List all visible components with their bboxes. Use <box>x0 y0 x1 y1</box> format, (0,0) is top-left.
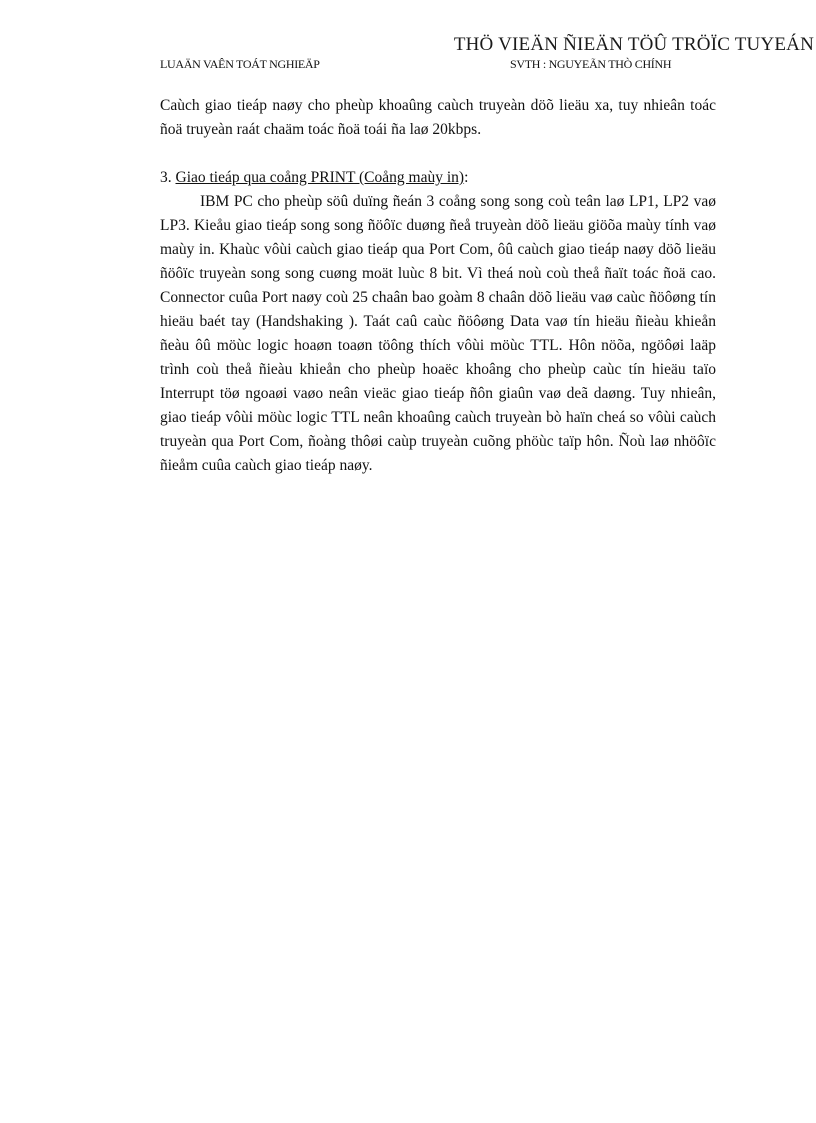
intro-paragraph: Caùch giao tieáp naøy cho pheùp khoaûng caùch truyeàn döõ lieäu xa, tuy nhieân toác ñoä truyeàn raát chaäm toác ñoä toái ña laø 20kbps. <box>160 97 716 138</box>
library-watermark: THÖ VIEÄN ÑIEÄN TÖÛ TRÖÏC TUYEÁN <box>453 34 814 55</box>
header-student-name: SVTH : NGUYEÃN THÒ CHÍNH <box>510 57 672 71</box>
section-heading <box>160 166 716 190</box>
paragraph-gap <box>160 142 716 166</box>
document-body <box>160 94 716 478</box>
section-number: 3. <box>160 169 172 186</box>
section-title: Giao tieáp qua coång PRINT (Coång maùy in) <box>175 169 465 186</box>
body-paragraph: IBM PC cho pheùp söû duïng ñeán 3 coång song song coù teân laø LP1, LP2 vaø LP3. Kieåu giao tieáp song song ñöôïc duøng ñeå truyeàn döõ lieäu giöõa maùy tính vaø maùy in. Khaùc vôùi caùch giao tieáp qua Port Com, ôû caùch giao tieáp naøy döõ lieäu ñöôïc truyeàn song song cuøng moät luùc 8 bit. Vì theá noù coù theå ñaït toác ñoä cao. Connector cuûa Port naøy coù 25 chaân bao goàm 8 chaân döõ lieäu vaø caùc ñöôøng tín hieäu baét tay (Handshaking ). Taát caû caùc ñöôøng Data vaø tín hieäu ñieàu khieån ñeàu ôû möùc logic hoaøn toaøn töông thích vôùi möùc TTL. Hôn nöõa, ngöôøi laäp trình coù theå ñieàu khieån cho pheùp hoaëc khoâng cho pheùp caùc tín hieäu taïo Interrupt töø ngoaøi vaøo neân vieäc giao tieáp ñôn giaûn vaø deã daøng. Tuy nhieân, giao tieáp vôùi möùc logic TTL neân khoaûng caùch truyeàn bò haïn cheá so vôùi caùch truyeàn qua Port Com, ñoàng thôøi caùp truyeàn cuõng phöùc taïp hôn. Ñoù laø nhöôïc ñieåm cuûa caùch giao tieáp naøy. <box>160 193 716 474</box>
section-colon: : <box>464 169 469 186</box>
header-thesis-title: LUAÄN VAÊN TOÁT NGHIEÄP <box>160 57 320 71</box>
